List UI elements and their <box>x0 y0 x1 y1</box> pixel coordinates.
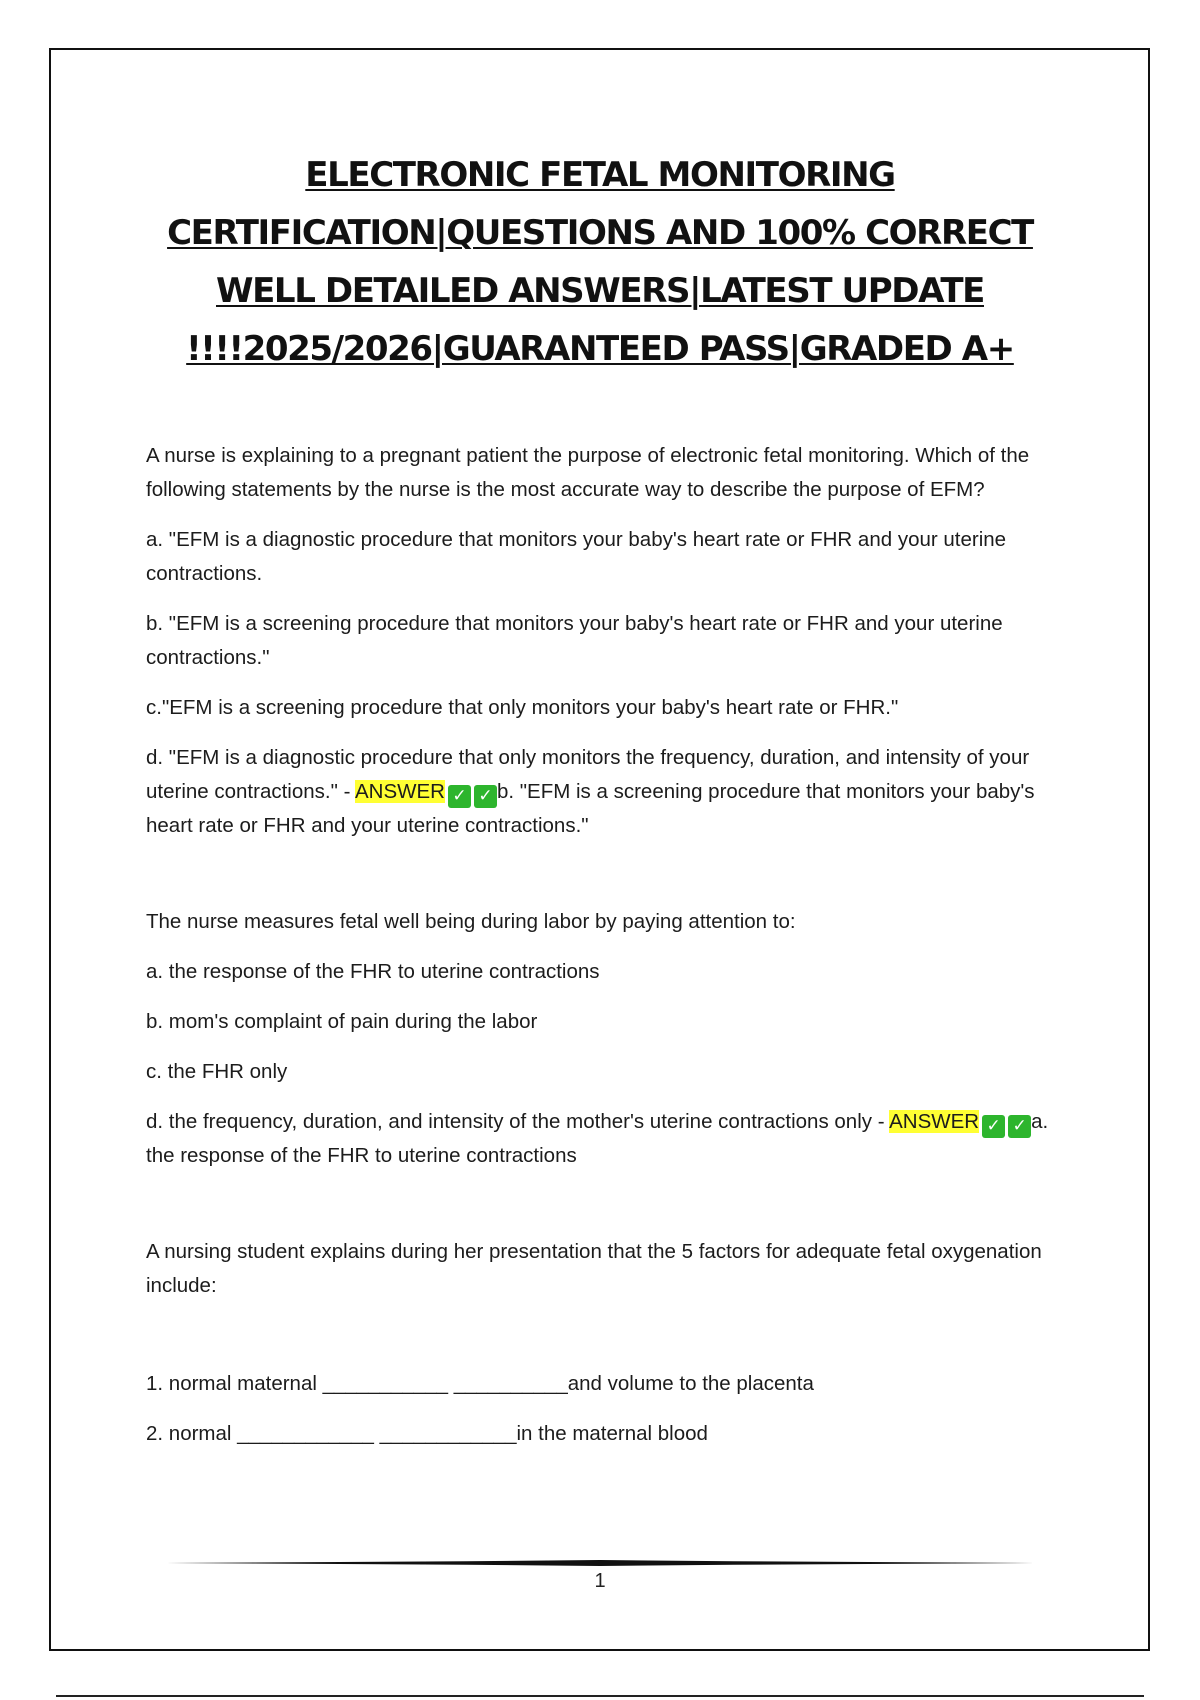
question-2-option-d-text: d. the frequency, duration, and intensity of the mother's uterine contractions only - <box>146 1110 890 1133</box>
title-line-2: CERTIFICATION|QUESTIONS AND 100% CORRECT <box>167 213 1033 253</box>
question-1-stem: A nurse is explaining to a pregnant patient the purpose of electronic fetal monitoring. Which of the following statements by the nurse is the most accurate way to describe the purpose of EFM? <box>146 444 1030 501</box>
spacer <box>146 1189 1066 1235</box>
footer-rule <box>166 1558 1034 1568</box>
question-2-option-b: b. mom's complaint of pain during the labor <box>146 1010 538 1033</box>
question-2-option-a: a. the response of the FHR to uterine contractions <box>146 960 600 983</box>
check-mark-icon: ✓ <box>1008 1115 1031 1138</box>
question-1-option-c: c."EFM is a screening procedure that only monitors your baby's heart rate or FHR." <box>146 696 899 719</box>
title-line-4: !!!!2025/2026|GUARANTEED PASS|GRADED A+ <box>186 329 1014 369</box>
document-body <box>146 439 1066 1467</box>
question-2-option-d <box>146 1105 1066 1173</box>
title-line-1: ELECTRONIC FETAL MONITORING <box>305 155 895 195</box>
question-1-option-a: a. "EFM is a diagnostic procedure that monitors your baby's heart rate or FHR and your uterine contractions. <box>146 528 1007 585</box>
question-3-item-2: 2. normal ____________ ____________in the maternal blood <box>146 1422 708 1445</box>
spacer <box>146 1319 1066 1367</box>
question-2-stem: The nurse measures fetal well being during labor by paying attention to: <box>146 910 796 933</box>
question-1-option-d-text: d. "EFM is a diagnostic procedure that only monitors the frequency, duration, and intensity of your uterine contractions." - <box>146 746 1030 803</box>
answer-highlight: ANSWER <box>354 780 445 803</box>
answer-highlight: ANSWER <box>889 1110 980 1133</box>
check-mark-icon: ✓ <box>448 785 471 808</box>
check-mark-icon: ✓ <box>982 1115 1005 1138</box>
page-number: 1 <box>594 1570 606 1592</box>
spacer <box>146 859 1066 905</box>
question-1-answer: b. "EFM is a screening procedure that monitors your baby's heart rate or FHR and your uterine contractions." <box>146 780 1035 837</box>
question-3-stem: A nursing student explains during her presentation that the 5 factors for adequate fetal oxygenation include: <box>146 1240 1042 1297</box>
title-line-3: WELL DETAILED ANSWERS|LATEST UPDATE <box>216 271 984 311</box>
document-title <box>120 146 1080 378</box>
question-1-option-d <box>146 741 1066 843</box>
question-1-option-b: b. "EFM is a screening procedure that monitors your baby's heart rate or FHR and your uterine contractions." <box>146 612 1003 669</box>
question-2-option-c: c. the FHR only <box>146 1060 288 1083</box>
question-2-answer: a. the response of the FHR to uterine contractions <box>146 1110 1049 1167</box>
next-page-edge <box>56 1695 1144 1697</box>
question-3-item-1: 1. normal maternal ___________ __________and volume to the placenta <box>146 1372 814 1395</box>
check-mark-icon: ✓ <box>474 785 497 808</box>
